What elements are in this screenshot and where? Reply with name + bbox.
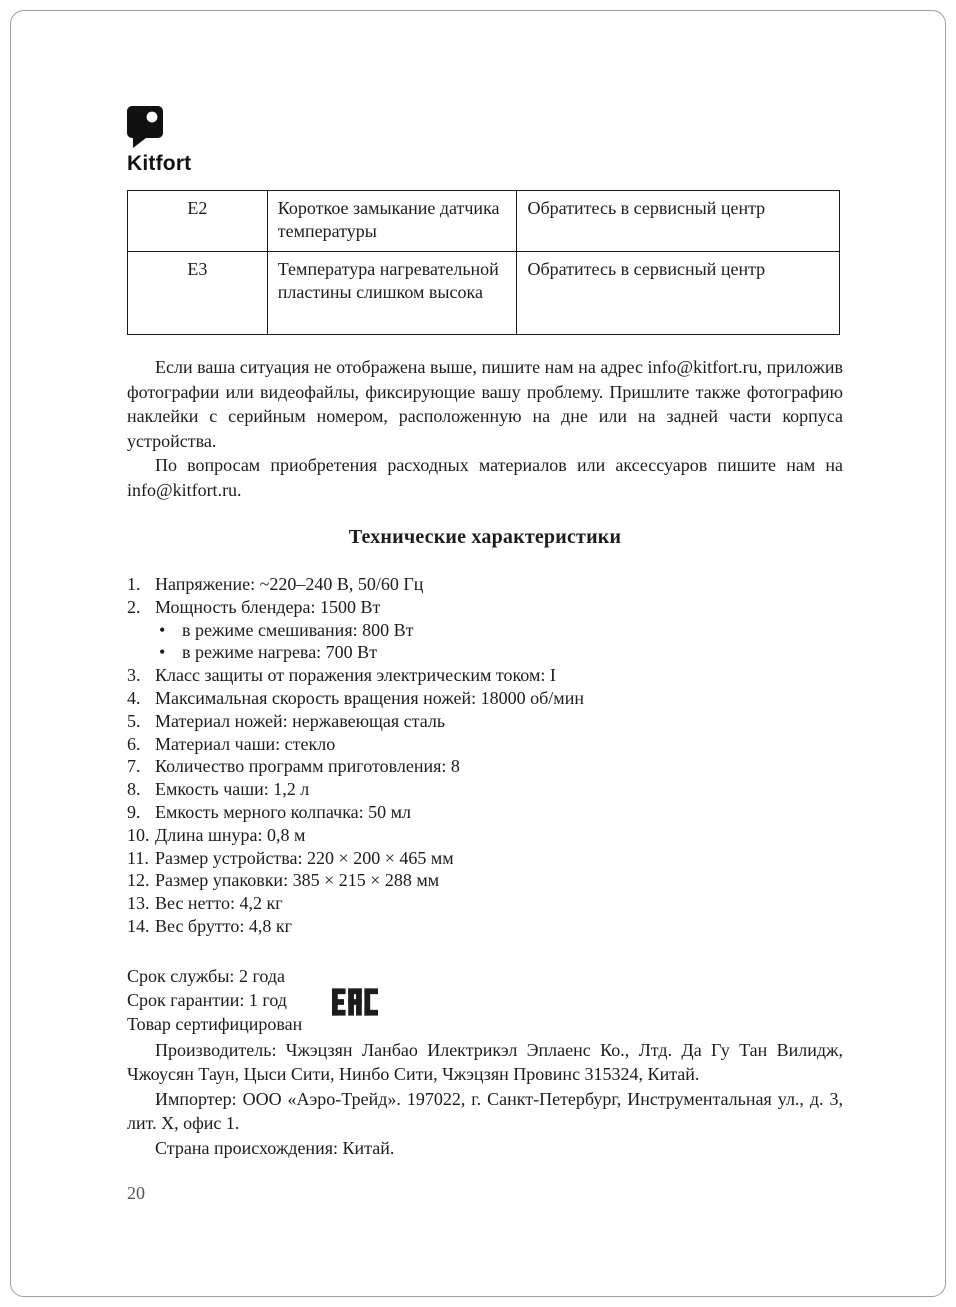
- spec-item-number: 13.: [127, 893, 150, 914]
- support-paragraph-2: По вопросам приобретения расходных материалов или аксессуаров пишите нам на info@kitfort.ru.: [127, 455, 843, 500]
- support-paragraph-1: Если ваша ситуация не отображена выше, пишите нам на адрес info@kitfort.ru, приложив фотографии или видеофайлы, фиксирующие вашу проблему. Пришлите также фотографию наклейки с серийным номером, расположенную на дне или на задней части корпуса устройства.: [127, 357, 843, 451]
- warranty-line: Срок гарантии: 1 год: [127, 989, 287, 1010]
- spec-item-text: Вес нетто: 4,2 кг: [155, 893, 283, 914]
- spec-item-text: Емкость мерного колпачка: 50 мл: [155, 801, 412, 822]
- spec-item-number: 14.: [127, 915, 150, 936]
- spec-item-number: 8.: [127, 779, 141, 800]
- spec-subitem: [127, 641, 843, 664]
- bullet-icon: •: [159, 642, 166, 663]
- importer-paragraph: Импортер: ООО «Аэро-Трейд». 197022, г. Санкт-Петербург, Инструментальная ул., д. 3, лит. Х, офис 1.: [127, 1088, 843, 1134]
- bullet-icon: •: [159, 619, 166, 640]
- error-action-cell: Обратитесь в сервисный центр: [517, 191, 840, 252]
- spec-item-number: 10.: [127, 824, 150, 845]
- error-description-cell: Короткое замыкание датчика температуры: [267, 191, 517, 252]
- spec-item: [127, 664, 843, 687]
- spec-item: [127, 596, 843, 619]
- spec-item: [127, 710, 843, 733]
- error-table-row: [128, 191, 840, 252]
- spec-item-text: Количество программ приготовления: 8: [155, 756, 460, 777]
- origin-paragraph: Страна происхождения: Китай.: [155, 1137, 395, 1158]
- spec-item-number: 9.: [127, 801, 141, 822]
- spec-item-number: 11.: [127, 847, 149, 868]
- spec-item-number: 4.: [127, 687, 141, 708]
- spec-item: [127, 892, 843, 915]
- page-content: [127, 106, 843, 1160]
- certified-line: Товар сертифицирован: [127, 1013, 303, 1034]
- spec-subitem-text: в режиме смешивания: 800 Вт: [182, 619, 414, 640]
- spec-item-text: Материал чаши: стекло: [155, 733, 336, 754]
- service-life-line: Срок службы: 2 года: [127, 965, 286, 986]
- specs-list: [127, 573, 843, 938]
- spec-item: [127, 847, 843, 870]
- spec-item: [127, 687, 843, 710]
- spec-item-text: Класс защиты от поражения электрическим током: I: [155, 665, 556, 686]
- certification-block: [127, 964, 843, 1036]
- error-code-cell: E3: [128, 252, 268, 335]
- spec-item-number: 1.: [127, 574, 141, 594]
- kitfort-flag-icon: [127, 106, 163, 150]
- error-code-table: [127, 190, 840, 335]
- spec-item: [127, 573, 843, 596]
- page-number: 20: [127, 1183, 145, 1203]
- eac-mark-icon: [332, 980, 378, 1024]
- spec-subitem-text: в режиме нагрева: 700 Вт: [182, 642, 378, 663]
- spec-item-number: 12.: [127, 870, 150, 891]
- kitfort-logo: [127, 106, 843, 176]
- manufacturer-paragraph: Производитель: Чжэцзян Ланбао Илектрикэл Эплаенс Ко., Лтд. Да Гу Тан Вилидж, Чжоусян Таун, Цыси Сити, Нинбо Сити, Чжэцзян Провинс 315324, Китай.: [127, 1039, 843, 1085]
- spec-item: [127, 869, 843, 892]
- spec-item-number: 3.: [127, 665, 141, 686]
- spec-item-text: Материал ножей: нержавеющая сталь: [155, 710, 446, 731]
- kitfort-logo-text: Kitfort: [127, 152, 192, 175]
- spec-item-text: Максимальная скорость вращения ножей: 18000 об/мин: [155, 687, 584, 708]
- manufacturer-info-block: [127, 1038, 843, 1161]
- spec-item-text: Мощность блендера: 1500 Вт: [155, 596, 381, 617]
- spec-item-number: 2.: [127, 596, 141, 617]
- spec-item: [127, 778, 843, 801]
- spec-item-text: Размер упаковки: 385 × 215 × 288 мм: [155, 870, 440, 891]
- spec-item: [127, 733, 843, 756]
- spec-item-text: Вес брутто: 4,8 кг: [155, 915, 292, 936]
- spec-item: [127, 824, 843, 847]
- spec-item-number: 7.: [127, 756, 141, 777]
- error-table-row: [128, 252, 840, 335]
- spec-item-number: 5.: [127, 710, 141, 731]
- error-description-cell: Температура нагревательной пластины слишком высока: [267, 252, 517, 335]
- error-code-cell: E2: [128, 191, 268, 252]
- spec-item-text: Емкость чаши: 1,2 л: [155, 779, 310, 800]
- spec-item: [127, 915, 843, 938]
- spec-item: [127, 801, 843, 824]
- spec-item: [127, 755, 843, 778]
- specs-heading: Технические характеристики: [348, 526, 622, 548]
- spec-subitem: [127, 619, 843, 642]
- spec-item-text: Длина шнура: 0,8 м: [155, 824, 306, 845]
- spec-item-text: Размер устройства: 220 × 200 × 465 мм: [155, 847, 454, 868]
- spec-item-text: Напряжение: ~220–240 В, 50/60 Гц: [155, 574, 424, 594]
- spec-item-number: 6.: [127, 733, 141, 754]
- error-action-cell: Обратитесь в сервисный центр: [517, 252, 840, 335]
